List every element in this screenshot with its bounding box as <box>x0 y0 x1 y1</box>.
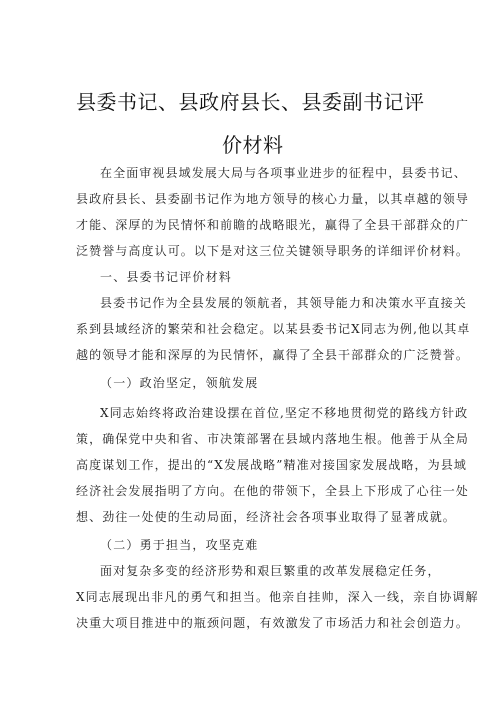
subsection-line: 决重大项目推进中的瓶颈问题，有效激发了市场活力和社会创造力。 <box>76 616 470 630</box>
intro-line: 在全面审视县域发展大局与各项事业进步的征程中，县委书记、 <box>100 166 467 180</box>
subsection-line: X同志始终将政治建设摆在首位,坚定不移地贯彻党的路线方针政 <box>100 406 469 420</box>
subsection-line: 想、劲往一处使的生动局面，经济社会各项事业取得了显著成就。 <box>76 510 456 524</box>
subsection-heading: （一）政治坚定，领航发展 <box>100 376 259 390</box>
document-title-line-2: 价材料 <box>222 133 284 157</box>
subsection-heading: （二）勇于担当，攻坚克难 <box>100 538 259 552</box>
section-line: 县委书记作为全县发展的领航者，其领导能力和决策水平直接关 <box>100 296 467 310</box>
section-line: 越的领导才能和深厚的为民情怀，赢得了全县干部群众的广泛赞誉。 <box>76 348 470 362</box>
section-heading: 一、县委书记评价材料 <box>100 270 233 284</box>
document-title-line-1: 县委书记、县政府县长、县委副书记评 <box>76 90 425 114</box>
subsection-line: 高度谋划工作，提出的“X发展战略”精准对接国家发展战略，为县域 <box>76 458 467 472</box>
subsection-line: 经济社会发展指明了方向。在他的带领下，全县上下形成了心往一处 <box>76 484 470 498</box>
intro-line: 泛赞誉与高度认可。以下是对这三位关键领导职务的详细评价材料。 <box>76 244 470 258</box>
subsection-line: X同志展现出非凡的勇气和担当。他亲自挂帅，深入一线，亲自协调解 <box>76 590 479 604</box>
section-line: 系到县域经济的繁荣和社会稳定。以某县委书记X同志为例,他以其卓 <box>76 322 471 336</box>
subsection-line: 策，确保党中央和省、市决策部署在县域内落地生根。他善于从全局 <box>76 432 470 446</box>
subsection-line: 面对复杂多变的经济形势和艰巨繁重的改革发展稳定任务， <box>100 564 441 578</box>
intro-line: 县政府县长、县委副书记作为地方领导的核心力量，以其卓越的领导 <box>76 192 470 206</box>
intro-line: 才能、深厚的为民情怀和前瞻的战略眼光，赢得了全县干部群众的广 <box>76 218 470 232</box>
